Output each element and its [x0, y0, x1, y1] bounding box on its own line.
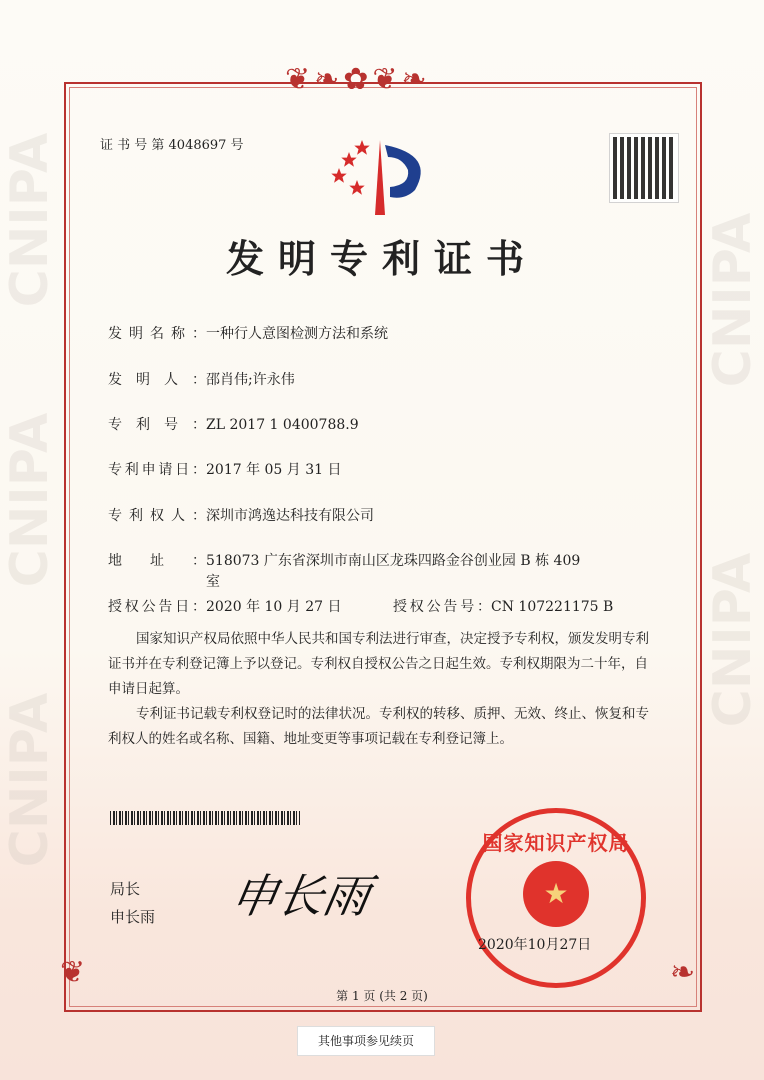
field-label: 授权公告号：: [393, 599, 491, 615]
page-indicator: 第 1 页 (共 2 页): [336, 989, 428, 1003]
continue-note: 其他事项参见续页: [297, 1026, 435, 1056]
field-patentee: [108, 505, 374, 525]
field-value: 深圳市鸿逸达科技有限公司: [206, 508, 374, 524]
document-title: 发明专利证书: [225, 236, 538, 281]
barcode: [110, 811, 300, 825]
field-patent-number: [108, 414, 359, 434]
field-value: 一种行人意图检测方法和系统: [206, 326, 388, 342]
certificate-number: 证 书 号 第 4048697 号: [100, 138, 244, 153]
field-address: [108, 550, 580, 570]
qr-code: [610, 134, 678, 202]
text-line: 专利证书记载专利权登记时的法律状况。专利权的转移、质押、无效、终止、恢复和专: [136, 706, 649, 722]
seal-date: 2020年10月27日: [478, 937, 592, 953]
field-invention-name: [108, 323, 388, 343]
top-ornament: ❦❧✿❦❧: [285, 62, 431, 97]
field-label: 专利权人：: [108, 508, 206, 524]
text-line: 证书并在专利登记簿上予以登记。专利权自授权公告之日起生效。专利权期限为二十年，自: [108, 656, 648, 672]
paragraph-grant: [108, 627, 688, 752]
field-label: 发明名称：: [108, 326, 206, 342]
director-name: 申长雨: [110, 908, 156, 926]
director-signature: 申长雨: [226, 869, 375, 923]
official-seal: [466, 808, 646, 988]
field-value: 518073 广东省深圳市南山区龙珠四路金谷创业园 B 栋 409: [206, 553, 581, 569]
field-inventors: [108, 369, 295, 389]
seal-text: 国家知识产权局: [482, 831, 630, 855]
field-label: 专利号：: [108, 417, 206, 433]
watermark: CNIPA: [703, 552, 763, 728]
field-value: CN 107221175 B: [491, 599, 614, 615]
text-line: 申请日起算。: [108, 681, 189, 697]
field-label: 专利申请日：: [108, 462, 206, 478]
corner-ornament: ❧: [670, 955, 696, 990]
field-grant-date: [108, 596, 342, 616]
field-value: 邵肖伟;许永伟: [206, 372, 295, 388]
field-value: 2020 年 10 月 27 日: [206, 599, 342, 615]
corner-ornament: ❦: [60, 955, 86, 990]
watermark: CNIPA: [703, 212, 763, 388]
field-label: 发明人：: [108, 372, 206, 388]
field-label: 授权公告日：: [108, 599, 206, 615]
watermark: CNIPA: [0, 412, 60, 588]
national-emblem-icon: ★: [523, 861, 589, 927]
watermark: CNIPA: [0, 692, 60, 868]
watermark: CNIPA: [0, 132, 60, 308]
field-application-date: [108, 459, 342, 479]
text-line: 国家知识产权局依照中华人民共和国专利法进行审查，决定授予专利权，颁发发明专利: [136, 631, 649, 647]
cnipa-logo: [330, 135, 440, 220]
text-line: 利权人的姓名或名称、国籍、地址变更等事项记载在专利登记簿上。: [108, 731, 513, 747]
field-label: 地址：: [108, 553, 206, 569]
field-value: 2017 年 05 月 31 日: [206, 462, 342, 478]
field-value: ZL 2017 1 0400788.9: [206, 417, 359, 433]
field-announcement-number: [393, 596, 613, 616]
field-address-line2: 室: [206, 574, 220, 590]
director-title: 局长: [110, 880, 141, 898]
